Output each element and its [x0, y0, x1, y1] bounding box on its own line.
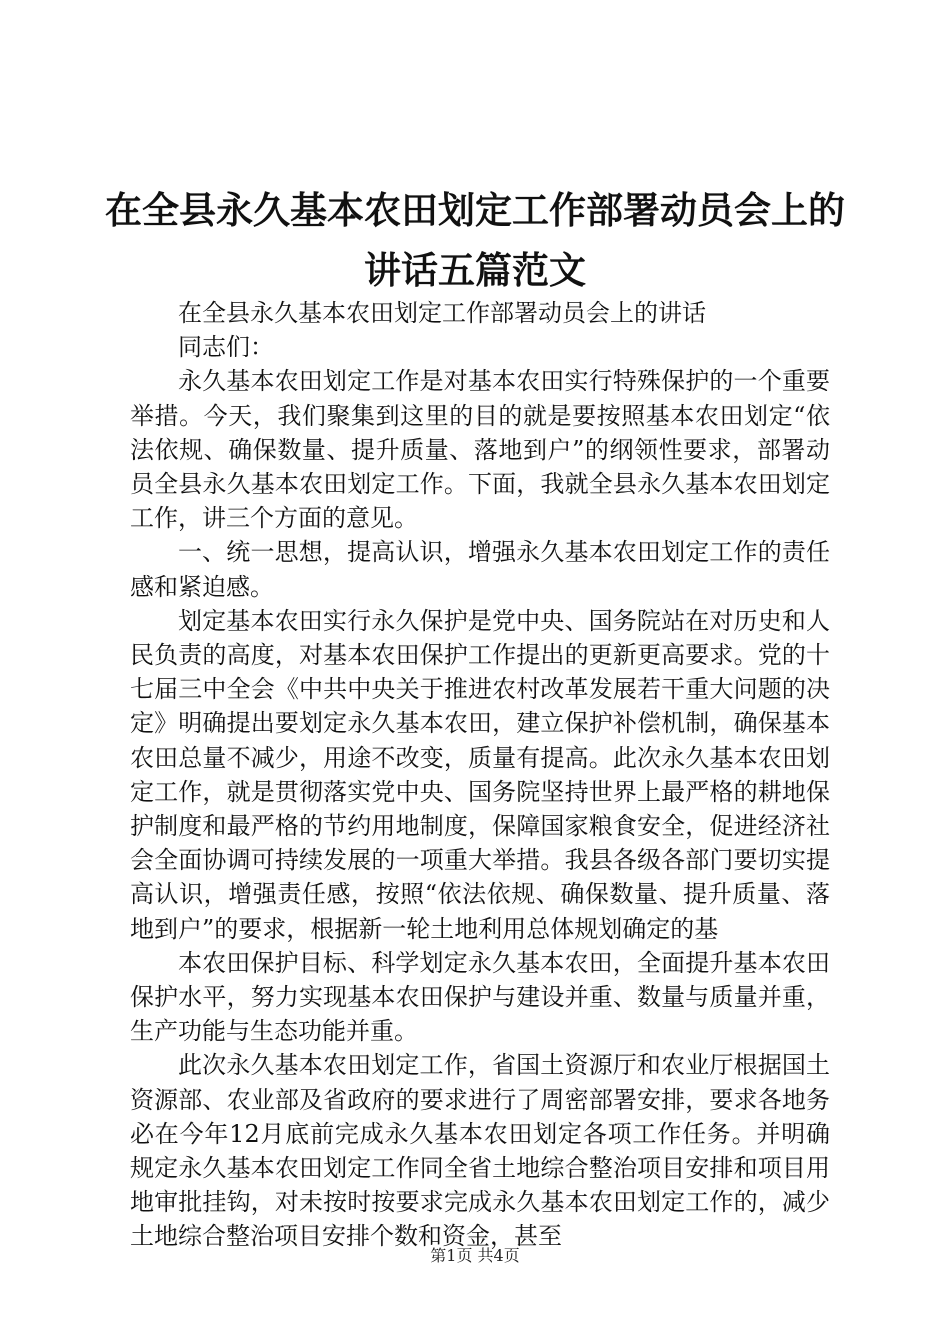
salutation: 同志们：: [178, 333, 274, 362]
body-paragraph: 本农田保护目标、科学划定永久基本农田，全面提升基本农田保护水平，努力实现基本农田保护与建设并重、数量与质量并重，生产功能与生态功能并重。: [130, 948, 830, 1046]
body-paragraph: 此次永久基本农田划定工作，省国土资源厅和农业厅根据国土资源部、农业部及省政府的要求进行了周密部署安排，要求各地务必在今年12月底前完成永久基本农田划定各项工作任务。并明确规定永久基本农田划定工作同全省土地综合整治项目安排和项目用地审批挂钩，对未按时按要求完成永久基本农田划定工作的，减少土地综合整治项目安排个数和资金，甚至: [130, 1051, 830, 1251]
speech-heading: 在全县永久基本农田划定工作部署动员会上的讲话: [178, 299, 706, 327]
document-body: [130, 296, 830, 1254]
document-title-line-1: 在全县永久基本农田划定工作部署动员会上的: [105, 188, 845, 232]
section-heading: 一、统一思想，提高认识，增强永久基本农田划定工作的责任感和紧迫感。: [130, 538, 830, 601]
body-paragraph: 划定基本农田实行永久保护是党中央、国务院站在对历史和人民负责的高度，对基本农田保护工作提出的更新更高要求。党的十七届三中全会《中共中央关于推进农村改革发展若干重大问题的决定》明确提出要划定永久基本农田，建立保护补偿机制，确保基本农田总量不减少，用途不改变，质量有提高。此次永久基本农田划定工作，就是贯彻落实党中央、国务院坚持世界上最严格的耕地保护制度和最严格的节约用地制度，保障国家粮食安全，促进经济社会全面协调可持续发展的一项重大举措。我县各级各部门要切实提高认识，增强责任感，按照“依法依规、确保数量、提升质量、落地到户”的要求，根据新一轮土地利用总体规划确定的基: [130, 606, 830, 943]
page-footer: 第1页 共4页: [430, 1246, 520, 1265]
body-paragraph: 永久基本农田划定工作是对基本农田实行特殊保护的一个重要举措。今天，我们聚集到这里的目的就是要按照基本农田划定“依法依规、确保数量、提升质量、落地到户”的纲领性要求，部署动员全县永久基本农田划定工作。下面，我就全县永久基本农田划定工作，讲三个方面的意见。: [130, 367, 830, 533]
document-title-line-2: 讲话五篇范文: [364, 248, 586, 292]
